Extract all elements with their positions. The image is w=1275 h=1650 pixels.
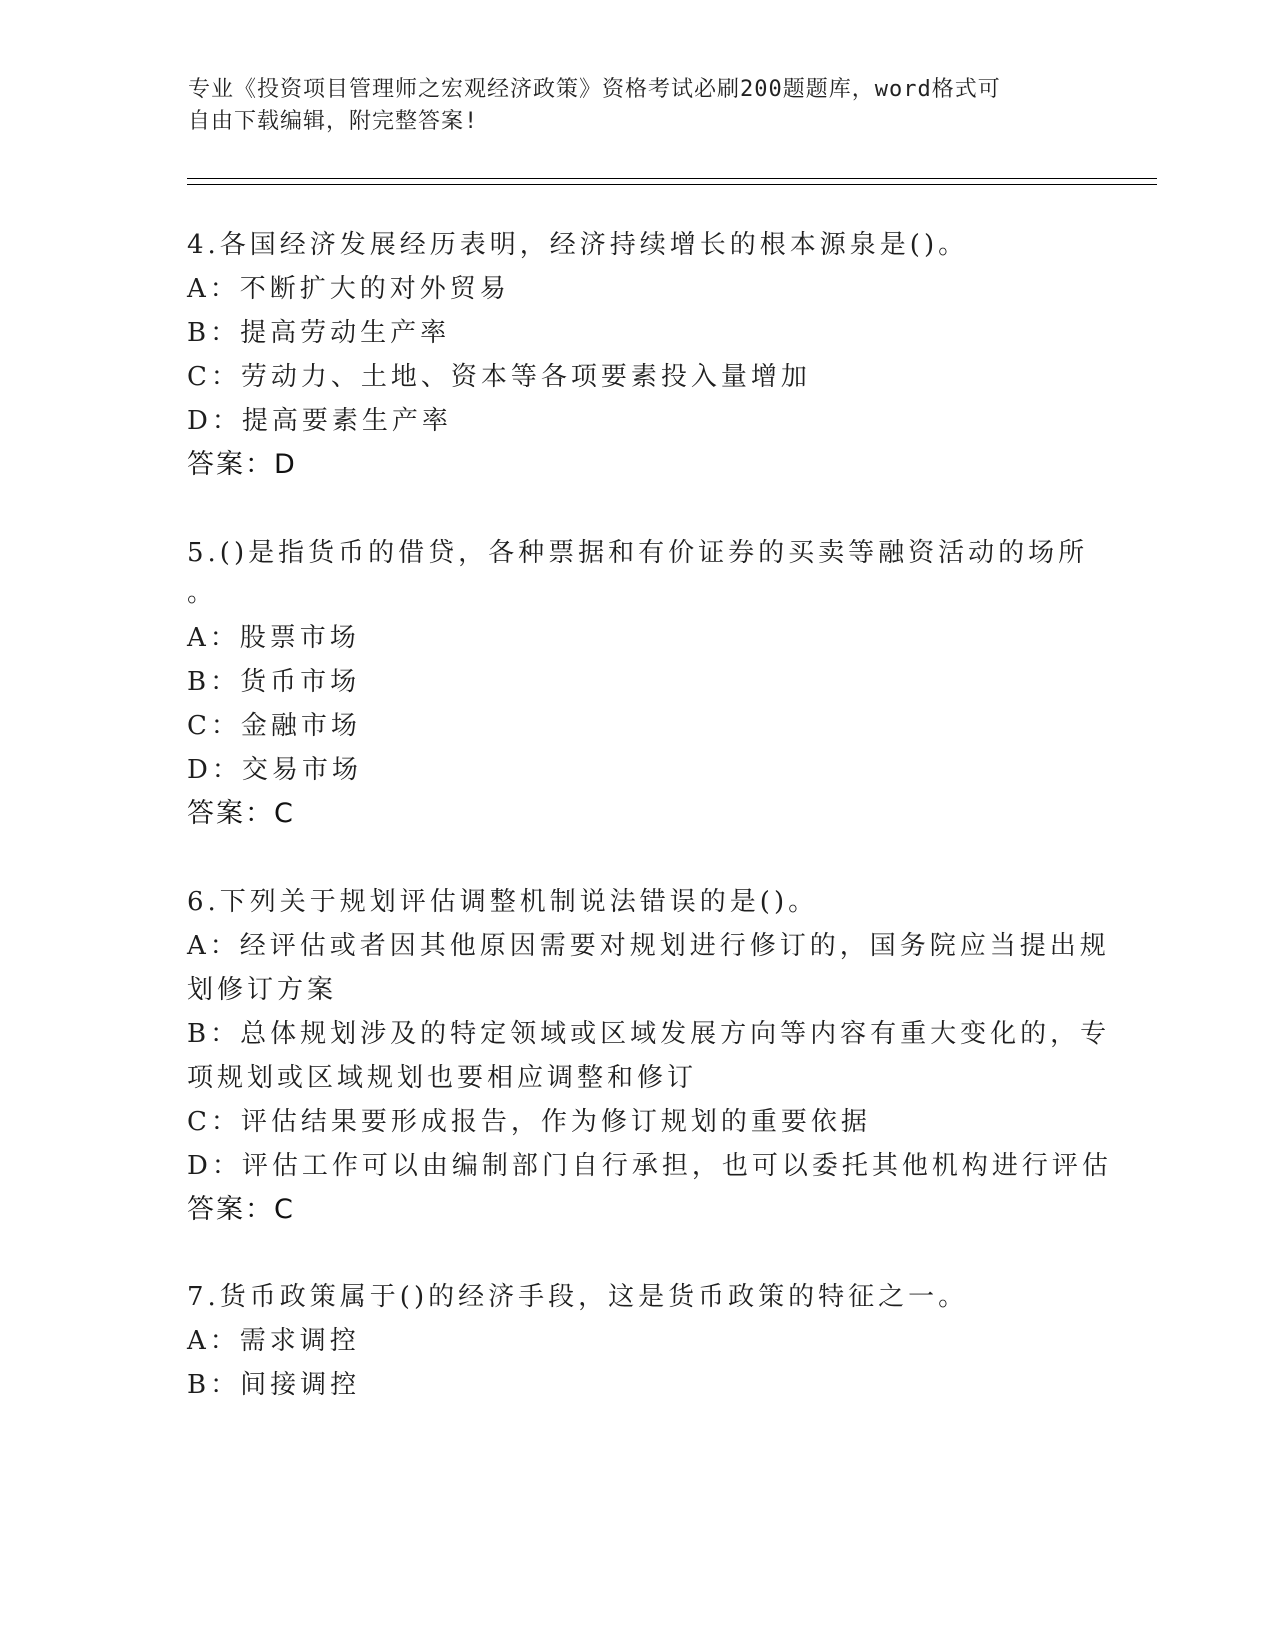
question-6-option-d: D：评估工作可以由编制部门自行承担，也可以委托其他机构进行评估 [187,1151,1112,1181]
question-6-option-b: B：总体规划涉及的特定领域或区域发展方向等内容有重大变化的，专 [187,1019,1111,1049]
question-6-option-c: C：评估结果要形成报告，作为修订规划的重要依据 [187,1107,871,1137]
question-4-option-d: D：提高要素生产率 [187,406,452,436]
question-7-option-b: B：间接调控 [187,1370,361,1400]
question-7-option-a: A：需求调控 [187,1326,360,1356]
question-4-option-c: C：劳动力、土地、资本等各项要素投入量增加 [187,362,811,392]
question-5-option-b: B：货币市场 [187,667,361,697]
question-6-option-b-wrap: 项规划或区域规划也要相应调整和修订 [187,1063,698,1093]
question-5-stem-wrap: 。 [187,578,218,608]
header-line-2: 自由下载编辑，附完整答案! [188,109,479,134]
question-5-option-a: A：股票市场 [187,623,360,653]
document-header [188,74,1088,138]
question-5-stem: 5.()是指货币的借贷，各种票据和有价证券的买卖等融资活动的场所 [187,538,1089,568]
question-6-option-a-wrap: 划修订方案 [187,975,338,1005]
question-5-option-c: C：金融市场 [187,711,361,741]
question-5-answer: 答案：C [187,798,295,829]
question-4-option-a: A：不断扩大的对外贸易 [187,274,510,304]
header-line-1: 专业《投资项目管理师之宏观经济政策》资格考试必刷200题题库，word格式可 [188,77,1001,102]
question-5-option-d: D：交易市场 [187,755,362,785]
question-6-answer: 答案：C [187,1194,295,1225]
question-6-option-a: A：经评估或者因其他原因需要对规划进行修订的，国务院应当提出规 [187,931,1110,961]
question-4-answer: 答案：D [187,449,297,480]
question-6-stem: 6.下列关于规划评估调整机制说法错误的是()。 [187,887,819,917]
header-divider-bottom [187,184,1157,185]
question-4-option-b: B：提高劳动生产率 [187,318,451,348]
question-4-stem: 4.各国经济发展经历表明，经济持续增长的根本源泉是()。 [187,230,969,260]
header-divider-top [187,178,1157,179]
question-7-stem: 7.货币政策属于()的经济手段，这是货币政策的特征之一。 [187,1282,969,1312]
